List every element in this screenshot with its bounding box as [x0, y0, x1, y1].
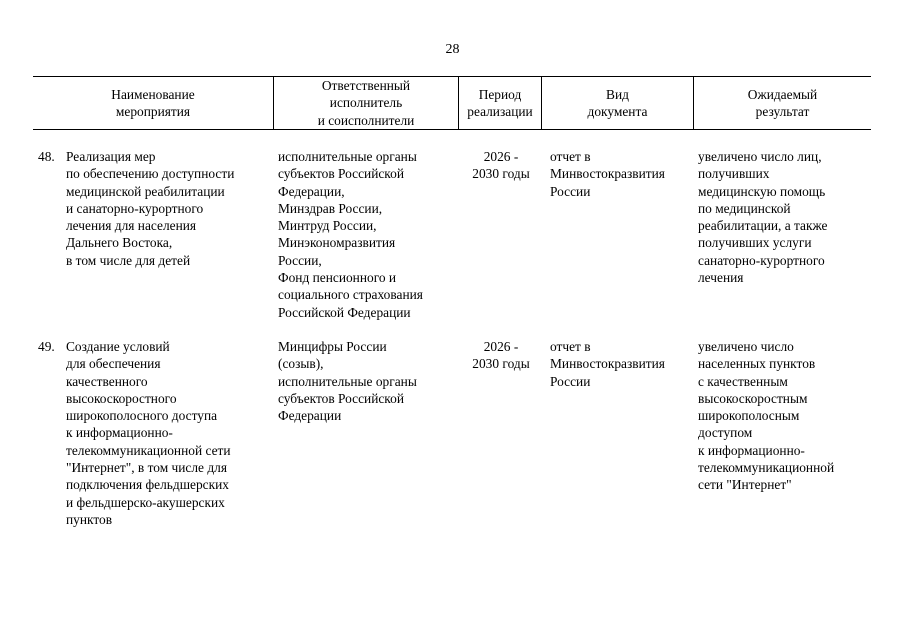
header-doc-type: Вид документа [587, 86, 648, 119]
header-name: Наименование мероприятия [111, 86, 195, 119]
row-doc-type: отчет в Минвостокразвития России [550, 149, 665, 199]
header-result: Ожидаемый результат [747, 86, 818, 119]
row-responsible: Минцифры России (созыв), исполнительные органы субъектов Российской Федерации [278, 339, 417, 424]
row-doc-type: отчет в Минвостокразвития России [550, 339, 665, 389]
row-period: 2026 - 2030 годы [472, 149, 530, 182]
table-header-bottom-rule [33, 129, 871, 130]
row-responsible: исполнительные органы субъектов Российской Федерации, Минздрав России, Минтруд России, Минэкономразвития России, Фонд пенсионного и социального страхования Российской Федерации [278, 149, 423, 320]
row-name: Реализация мер по обеспечению доступности медицинской реабилитации и санаторно-курортного лечения для населения Дальнего Востока, в том числе для детей [66, 149, 235, 268]
page-number: 28 [445, 42, 460, 57]
row-number: 49. [38, 339, 55, 354]
header-period: Период реализации [467, 86, 533, 119]
row-period: 2026 - 2030 годы [472, 339, 530, 372]
row-result: увеличено число лиц, получивших медицинскую помощь по медицинской реабилитации, а также получивших услуги санаторно-курортного лечения [698, 149, 828, 286]
header-responsible: Ответственный исполнитель и соисполнители [317, 78, 415, 128]
row-result: увеличено число населенных пунктов с качественным высокоскоростным широкополосным доступом к информационно- телекоммуникационной сети "Интернет" [698, 339, 835, 493]
row-name: Создание условий для обеспечения качественного высокоскоростного широкополосного доступа к информационно- телекоммуникационной сети "Интернет", в том числе для подключения фельдшерских и фельдшерско-акушерских пунктов [66, 339, 231, 527]
row-number: 48. [38, 149, 55, 164]
